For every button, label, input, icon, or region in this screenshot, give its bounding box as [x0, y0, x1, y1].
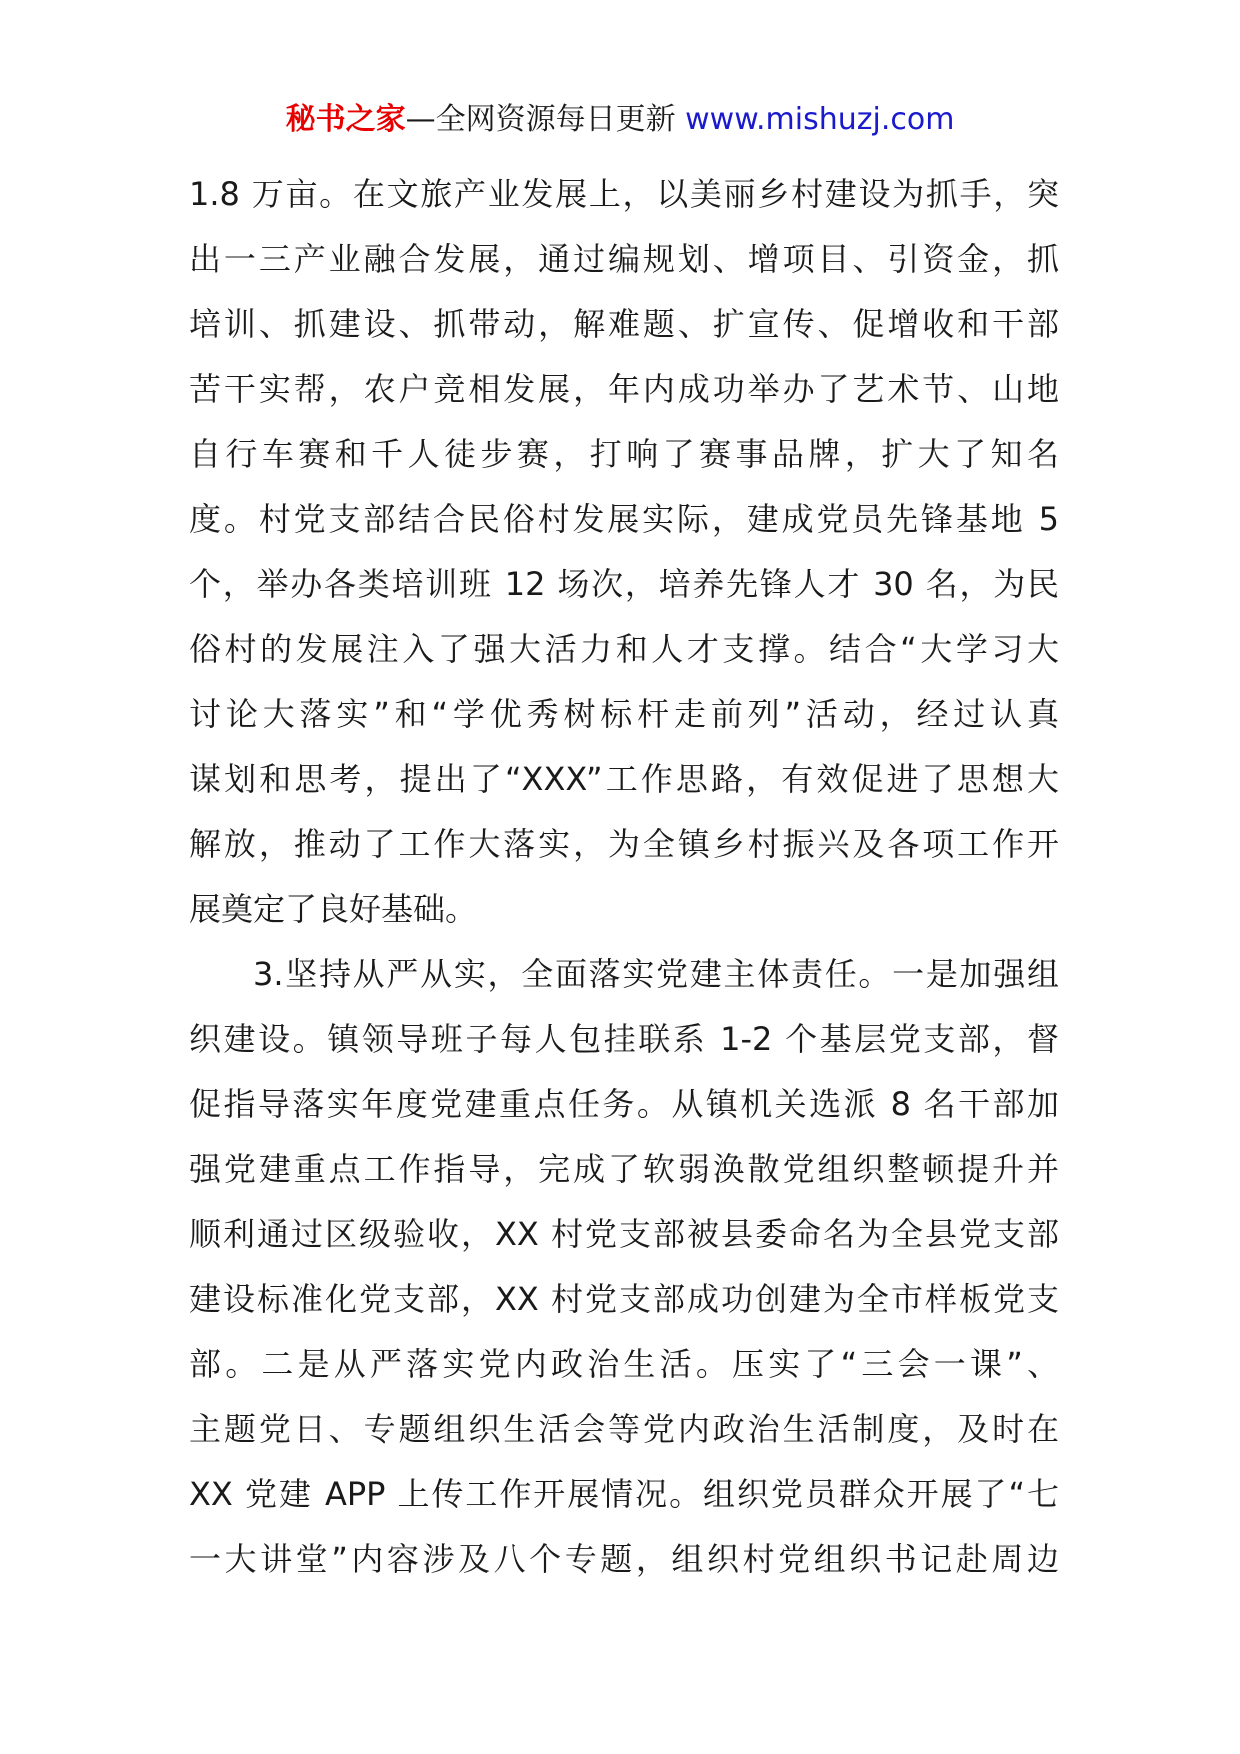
text-line: 促指导落实年度党建重点任务。从镇机关选派 8 名干部加 — [189, 1085, 1059, 1123]
text-line: 讨论大落实”和“学优秀树标杆走前列”活动，经过认真 — [189, 695, 1059, 733]
text-line: 建设标准化党支部，XX 村党支部成功创建为全市样板党支 — [189, 1280, 1059, 1318]
text-line: 强党建重点工作指导，完成了软弱涣散党组织整顿提升并 — [189, 1150, 1059, 1188]
text-line: 顺利通过区级验收，XX 村党支部被县委命名为全县党支部 — [189, 1215, 1059, 1253]
text-line: 苦干实帮，农户竞相发展，年内成功举办了艺术节、山地 — [189, 370, 1059, 408]
site-url-link[interactable]: www.mishuzj.com — [685, 102, 955, 137]
section-heading-line: 3.坚持从严从实，全面落实党建主体责任。一是加强组 — [253, 955, 1059, 993]
text-line: 织建设。镇领导班子每人包挂联系 1-2 个基层党支部，督 — [189, 1020, 1059, 1058]
text-line: 自行车赛和千人徒步赛，打响了赛事品牌，扩大了知名 — [189, 435, 1059, 473]
text-line: 主题党日、专题组织生活会等党内政治生活制度，及时在 — [189, 1410, 1059, 1448]
text-line: 一大讲堂”内容涉及八个专题，组织村党组织书记赴周边 — [189, 1540, 1059, 1578]
text-line: 1.8 万亩。在文旅产业发展上，以美丽乡村建设为抓手，突 — [189, 175, 1059, 213]
text-line: 个，举办各类培训班 12 场次，培养先锋人才 30 名，为民 — [189, 565, 1059, 603]
text-line: 部。二是从严落实党内政治生活。压实了“三会一课”、 — [189, 1345, 1059, 1383]
text-line: 谋划和思考，提出了“XXX”工作思路，有效促进了思想大 — [189, 760, 1059, 798]
text-line: 俗村的发展注入了强大活力和人才支撑。结合“大学习大 — [189, 630, 1059, 668]
paragraph-end-line: 展奠定了良好基础。 — [189, 890, 478, 928]
text-line: 出一三产业融合发展，通过编规划、增项目、引资金，抓 — [189, 240, 1059, 278]
text-line: 度。村党支部结合民俗村发展实际，建成党员先锋基地 5 — [189, 500, 1059, 538]
text-line: 解放，推动了工作大落实，为全镇乡村振兴及各项工作开 — [189, 825, 1059, 863]
text-line: 培训、抓建设、抓带动，解难题、扩宣传、促增收和干部 — [189, 305, 1059, 343]
page-header — [0, 100, 1240, 140]
text-line: XX 党建 APP 上传工作开展情况。组织党员群众开展了“七 — [189, 1475, 1059, 1513]
header-tagline: —全网资源每日更新 — [405, 102, 676, 137]
document-body — [189, 162, 1059, 1592]
brand-name: 秘书之家 — [285, 102, 406, 137]
